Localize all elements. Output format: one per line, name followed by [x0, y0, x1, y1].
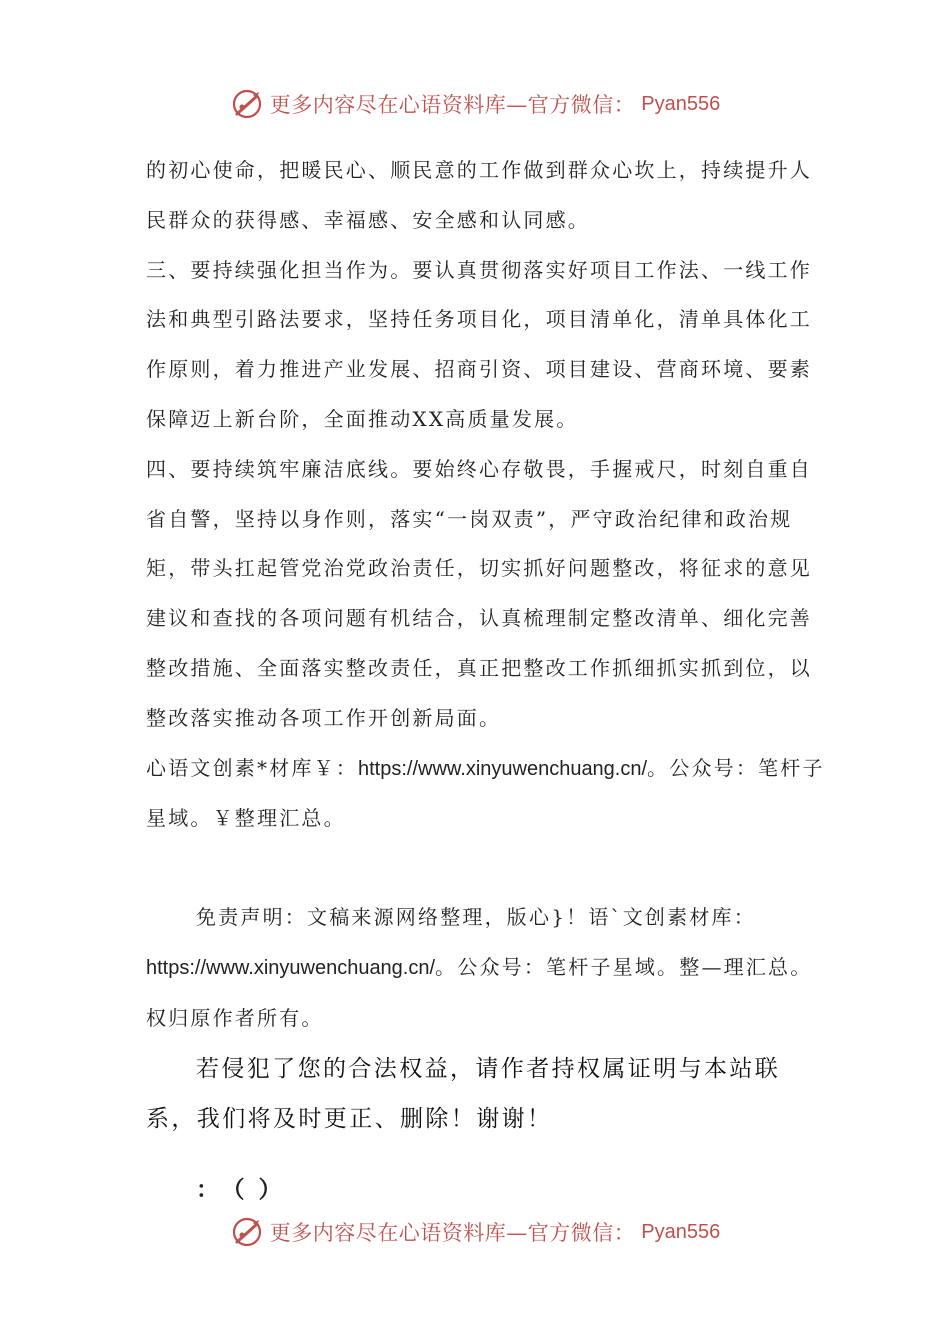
paragraph-4 [146, 744, 826, 845]
footer-banner-text: 更多内容尽在心语资料库—官方微信： [269, 1221, 636, 1245]
paragraph-1: 的初心使命，把暖民心、顺民意的工作做到群众心坎上，持续提升人民群众的获得感、幸福感、安全感和认同感。 [146, 158, 812, 232]
paragraph-2: 三、要持续强化担当作为。要认真贯彻落实好项目工作法、一线工作法和典型引路法要求，坚持任务项目化，项目清单化，清单具体化工作原则，着力推进产业发展、招商引资、项目建设、营商环境、要素保障迈上新台阶，全面推动XX高质量发展。 [146, 257, 812, 431]
footer-wechat-id: Pyan556 [641, 1220, 721, 1243]
header-wechat-id: Pyan556 [641, 92, 721, 115]
paragraph-4-prefix: 心语文创素*材库￥： [146, 755, 358, 780]
site-url[interactable]: https://www.xinyuwenchuang.cn/ [358, 757, 648, 780]
paragraph-4-suffix: 。公众号：笔杆子星域。￥整理汇总。 [146, 755, 825, 831]
disclaimer-suffix: 。公众号：笔杆子星域。整—理汇总。权归原作者所有。 [146, 954, 813, 1030]
spacer [146, 844, 826, 893]
document-body [146, 146, 826, 1236]
notice: 若侵犯了您的合法权益，请作者持权属证明与本站联系，我们将及时更正、删除！谢谢！ [146, 1055, 781, 1132]
punctuation-line: ：（） [196, 1176, 296, 1203]
disclaimer [146, 893, 826, 1043]
header-banner [0, 84, 950, 124]
footer-banner [0, 1212, 950, 1252]
header-banner-text: 更多内容尽在心语资料库—官方微信： [269, 93, 636, 117]
paragraph-3: 四、要持续筑牢廉洁底线。要始终心存敬畏，手握戒尺，时刻自重自省自警，坚持以身作则，落实“一岗双责”，严守政治纪律和政治规矩，带头扛起管党治党政治责任，切实抓好问题整改，将征求的意见建议和查找的各项问题有机结合，认真梳理制定整改清单、细化完善整改措施、全面落实整改责任，真正把整改工作抓细抓实抓到位，以整改落实推动各项工作开创新局面。 [146, 456, 812, 730]
pen-logo-icon [230, 87, 264, 121]
disclaimer-url[interactable]: https://www.xinyuwenchuang.cn/ [146, 956, 436, 979]
pen-logo-icon [230, 1215, 264, 1249]
disclaimer-prefix: 免责声明：文稿来源网络整理，版心}！语`文创素材库： [196, 905, 756, 930]
